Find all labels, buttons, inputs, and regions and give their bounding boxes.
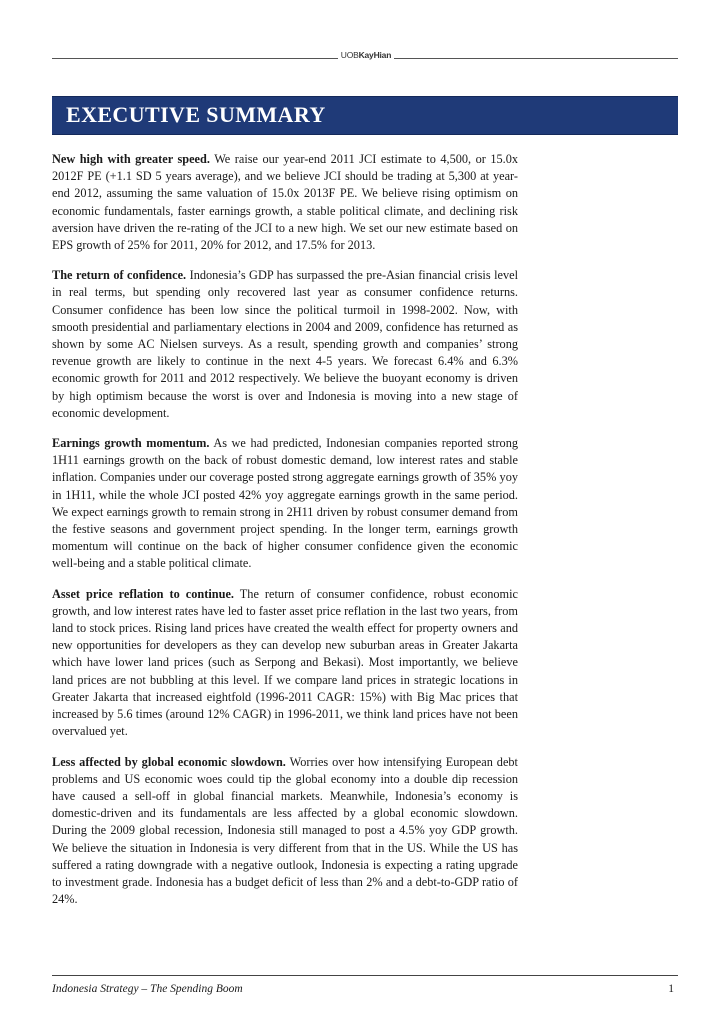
paragraph-lead: Earnings growth momentum.: [52, 436, 210, 451]
footer-title: Indonesia Strategy – The Spending Boom: [52, 983, 243, 995]
summary-body: [52, 151, 518, 921]
paragraph-text: We raise our year-end 2011 JCI estimate to 4,500, or 15.0x 2012F PE (+1.1 SD 5 years average), and we believe JCI should be trading at 5,300 at year-end 2012, assuming the same valuation of 15.0x 2013F PE. We believe rising optimism on economic fundamentals, faster earnings growth, a stable political climate, and declining risk aversion have driven the re-rating of the JCI to a new high. We set our new estimate based on EPS growth of 25% for 2011, 20% for 2012, and 17.5% for 2013.: [52, 152, 518, 253]
paragraph-text: Worries over how intensifying European debt problems and US economic woes could tip the global economy into a double dip recession have caused a sell-off in global financial markets. Meanwhile, Indonesia’s economy is domestic-driven and its fundamentals are less affected by a global economic slowdown. During the 2009 global recession, Indonesia still managed to post a 4.5% yoy GDP growth. We believe the situation in Indonesia is very different from that in the US. While the US has suffered a rating downgrade with a negative outlook, Indonesia is expecting a rating upgrade to investment grade. Indonesia has a budget deficit of less than 2% and a debt-to-GDP ratio of 24%.: [52, 754, 518, 907]
section-title: EXECUTIVE SUMMARY: [66, 102, 326, 127]
header-rule-right: [394, 58, 678, 59]
paragraph-text: Indonesia’s GDP has surpassed the pre-Asian financial crisis level in real terms, but spending only recovered last year as consumer confidence returns. Consumer confidence has been low since the political turmoil in 1998-2002. Now, with smooth presidential and parliamentary elections in 2004 and 2009, confidence has returned as shown by some AC Nielsen surveys. As a result, spending growth and companies’ strong revenue growth are likely to continue in the next 4-5 years. We forecast 6.4% and 6.3% economic growth for 2011 and 2012 respectively. We believe the buoyant economy is driven by high optimism because the worst is over and Indonesia is moving into a new stage of economic development.: [52, 268, 518, 420]
paragraph-lead: Less affected by global economic slowdown.: [52, 754, 286, 769]
paragraph-new-high: [52, 151, 518, 254]
paragraph-lead: The return of confidence.: [52, 268, 187, 283]
paragraph-text: As we had predicted, Indonesian companies reported strong 1H11 earnings growth on the back of robust domestic demand, low interest rates and stable inflation. Companies under our coverage posted strong aggregate earnings growth of 35% yoy in 1H11, while the whole JCI posted 42% yoy aggregate earnings growth in the same period. We expect earnings growth to remain strong in 2H11 driven by robust consumer demand from the festive seasons and government project spending. In the longer term, earnings growth momentum will continue on the back of higher consumer confidence given the economic well-being and a stable political climate.: [52, 436, 518, 571]
header-rule-left: [52, 58, 338, 59]
paragraph-lead: New high with greater speed.: [52, 152, 210, 166]
section-banner: [52, 96, 678, 135]
paragraph-earnings-growth: [52, 435, 518, 573]
paragraph-return-of-confidence: [52, 267, 518, 422]
paragraph-asset-price-reflation: [52, 586, 518, 741]
page-header: [52, 46, 678, 66]
paragraph-global-slowdown: [52, 754, 518, 909]
footer-rule: [52, 975, 678, 976]
paragraph-text: The return of consumer confidence, robust economic growth, and low interest rates have led to faster asset price reflation in the last two years, from land to stock prices. Rising land prices have created the wealth effect for property owners and new opportunities for developers as they can develop new suburban areas in Greater Jakarta which have lower land prices (such as Serpong and Bekasi). Most importantly, we believe land prices are not bubbling at this level. If we compare land prices in strategic locations in Greater Jakarta that increased eightfold (1996-2011 CAGR: 15%) with Big Mac prices that increased by 5.6 times (around 12% CAGR) in 1996-2011, we think land prices have not been overvalued yet.: [52, 586, 519, 739]
brand-logo: UOBKayHian: [340, 50, 392, 60]
page-number: 1: [668, 983, 674, 995]
paragraph-lead: Asset price reflation to continue.: [52, 586, 234, 601]
page-footer: [52, 975, 678, 1005]
